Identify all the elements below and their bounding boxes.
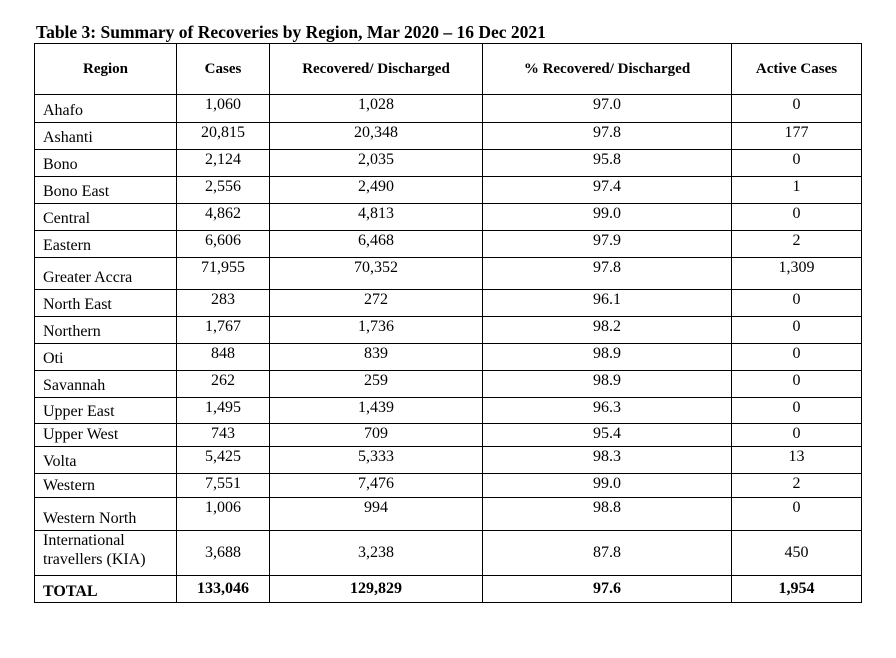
total-recovered: 129,829 [270,576,483,603]
active-cases-cell: 1 [732,177,862,204]
active-cases-cell: 2 [732,231,862,258]
active-cases-cell: 0 [732,317,862,344]
pct-recovered-cell: 97.0 [483,95,732,123]
recovered-cell: 20,348 [270,123,483,150]
active-cases-cell: 450 [732,531,862,576]
recovered-cell: 6,468 [270,231,483,258]
cases-cell: 2,556 [177,177,270,204]
recovered-cell: 2,490 [270,177,483,204]
table-row [35,424,862,447]
cases-cell: 1,006 [177,498,270,531]
region-cell: Western North [35,498,177,531]
cases-cell: 848 [177,344,270,371]
cases-cell: 20,815 [177,123,270,150]
region-cell: Ahafo [35,95,177,123]
cases-cell: 71,955 [177,258,270,290]
pct-recovered-cell: 97.8 [483,123,732,150]
active-cases-cell: 0 [732,498,862,531]
region-cell: Oti [35,344,177,371]
recovered-cell: 70,352 [270,258,483,290]
table-row [35,123,862,150]
active-cases-cell: 0 [732,95,862,123]
active-cases-cell: 0 [732,204,862,231]
active-cases-cell: 0 [732,290,862,317]
recovered-cell: 1,736 [270,317,483,344]
active-cases-cell: 13 [732,447,862,474]
cases-cell: 2,124 [177,150,270,177]
table-row [35,317,862,344]
recovered-cell: 1,439 [270,398,483,424]
cases-cell: 262 [177,371,270,398]
table-body [35,95,862,603]
table-row [35,258,862,290]
cases-cell: 5,425 [177,447,270,474]
cases-cell: 1,060 [177,95,270,123]
table-row [35,95,862,123]
pct-recovered-cell: 96.1 [483,290,732,317]
region-cell: North East [35,290,177,317]
pct-recovered-cell: 99.0 [483,204,732,231]
pct-recovered-cell: 95.4 [483,424,732,447]
table-caption: Table 3: Summary of Recoveries by Region, Mar 2020 – 16 Dec 2021 [36,22,546,42]
region-cell: Upper West [35,424,177,447]
cases-cell: 7,551 [177,474,270,498]
pct-recovered-cell: 98.3 [483,447,732,474]
recovered-cell: 2,035 [270,150,483,177]
recovered-cell: 272 [270,290,483,317]
table-row-international [35,531,862,576]
cases-cell: 1,495 [177,398,270,424]
pct-recovered-cell: 87.8 [483,531,732,576]
region-cell: Ashanti [35,123,177,150]
region-cell: Greater Accra [35,258,177,290]
region-cell: International travellers (KIA) [35,531,177,576]
active-cases-cell: 0 [732,371,862,398]
pct-recovered-cell: 98.9 [483,371,732,398]
header-active-cases: Active Cases [732,44,862,95]
header-region: Region [35,44,177,95]
pct-recovered-cell: 95.8 [483,150,732,177]
pct-recovered-cell: 99.0 [483,474,732,498]
total-pct-recovered: 97.6 [483,576,732,603]
cases-cell: 283 [177,290,270,317]
recovered-cell: 7,476 [270,474,483,498]
region-cell: Eastern [35,231,177,258]
recovered-cell: 994 [270,498,483,531]
recovered-cell: 259 [270,371,483,398]
cases-cell: 743 [177,424,270,447]
table-row [35,177,862,204]
table-row [35,447,862,474]
header-recovered: Recovered/ Discharged [270,44,483,95]
table-row [35,474,862,498]
pct-recovered-cell: 97.9 [483,231,732,258]
region-cell: Volta [35,447,177,474]
active-cases-cell: 0 [732,398,862,424]
recovered-cell: 4,813 [270,204,483,231]
active-cases-cell: 2 [732,474,862,498]
pct-recovered-cell: 96.3 [483,398,732,424]
recoveries-table [34,43,862,603]
header-row [35,44,862,95]
table-row [35,398,862,424]
total-cases: 133,046 [177,576,270,603]
table-row [35,344,862,371]
cases-cell: 3,688 [177,531,270,576]
recovered-cell: 1,028 [270,95,483,123]
region-cell: Bono East [35,177,177,204]
active-cases-cell: 0 [732,344,862,371]
active-cases-cell: 177 [732,123,862,150]
region-cell: Central [35,204,177,231]
header-cases: Cases [177,44,270,95]
pct-recovered-cell: 98.2 [483,317,732,344]
region-cell: Savannah [35,371,177,398]
pct-recovered-cell: 98.9 [483,344,732,371]
recovered-cell: 709 [270,424,483,447]
table-row-total [35,576,862,603]
recovered-cell: 3,238 [270,531,483,576]
recovered-cell: 5,333 [270,447,483,474]
region-cell: Western [35,474,177,498]
header-pct-recovered: % Recovered/ Discharged [483,44,732,95]
total-label: TOTAL [35,576,177,603]
table-row [35,371,862,398]
table-row [35,231,862,258]
active-cases-cell: 0 [732,424,862,447]
cases-cell: 4,862 [177,204,270,231]
pct-recovered-cell: 98.8 [483,498,732,531]
table-row [35,290,862,317]
pct-recovered-cell: 97.8 [483,258,732,290]
region-cell: Upper East [35,398,177,424]
cases-cell: 6,606 [177,231,270,258]
total-active-cases: 1,954 [732,576,862,603]
recovered-cell: 839 [270,344,483,371]
table-row [35,204,862,231]
region-cell: Bono [35,150,177,177]
cases-cell: 1,767 [177,317,270,344]
active-cases-cell: 1,309 [732,258,862,290]
pct-recovered-cell: 97.4 [483,177,732,204]
region-cell: Northern [35,317,177,344]
table-row [35,498,862,531]
active-cases-cell: 0 [732,150,862,177]
table-row [35,150,862,177]
